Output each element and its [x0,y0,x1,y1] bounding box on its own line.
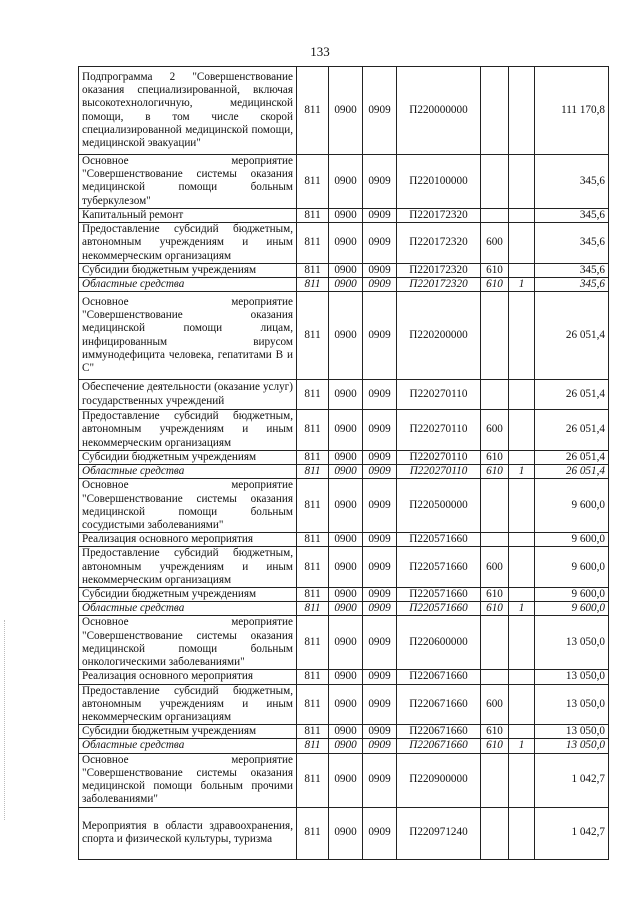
row-section: 0900 [329,807,363,859]
table-row [79,263,609,277]
row-subsection: 0909 [363,602,397,616]
row-amount: 13 050,0 [535,616,609,670]
row-source: 1 [509,739,535,753]
table-row [79,670,609,684]
row-grbs: 811 [297,67,329,155]
row-target-article: П220571660 [397,547,481,588]
row-expense-type [481,208,509,222]
row-name: Подпрограмма 2 "Совершенствование оказания специализированной, включая высокотехнологичную, медицинской помощи, в том числе скорой специализированной медицинской помощи, медицинской эвакуации" [79,67,297,155]
row-amount: 13 050,0 [535,725,609,739]
row-grbs: 811 [297,465,329,479]
row-target-article: П220270110 [397,410,481,451]
row-amount: 345,6 [535,277,609,291]
table-row [79,616,609,670]
row-expense-type [481,533,509,547]
row-target-article: П220172320 [397,208,481,222]
row-subsection: 0909 [363,410,397,451]
row-grbs: 811 [297,807,329,859]
row-target-article: П220270110 [397,450,481,464]
table-row [79,450,609,464]
row-grbs: 811 [297,547,329,588]
row-name: Реализация основного мероприятия [79,533,297,547]
row-target-article: П220500000 [397,479,481,533]
row-name: Субсидии бюджетным учреждениям [79,450,297,464]
page-number: 133 [310,44,330,59]
row-expense-type: 610 [481,588,509,602]
row-name: Капитальный ремонт [79,208,297,222]
row-section: 0900 [329,684,363,725]
row-grbs: 811 [297,725,329,739]
row-name: Основное мероприятие "Совершенствование системы оказания медицинской помощи больным туберкулезом" [79,155,297,209]
row-source [509,67,535,155]
row-subsection: 0909 [363,588,397,602]
margin-mark [4,620,7,820]
row-name: Предоставление субсидий бюджетным, автономным учреждениям и иным некоммерческим организациям [79,684,297,725]
row-source [509,223,535,264]
row-expense-type: 610 [481,739,509,753]
row-expense-type: 610 [481,602,509,616]
table-row [79,588,609,602]
row-amount: 26 051,4 [535,380,609,410]
row-source [509,263,535,277]
row-amount: 1 042,7 [535,753,609,807]
row-source [509,807,535,859]
table-row [79,479,609,533]
row-section: 0900 [329,725,363,739]
row-amount: 13 050,0 [535,670,609,684]
row-name: Областные средства [79,602,297,616]
row-target-article: П220200000 [397,292,481,380]
row-grbs: 811 [297,602,329,616]
row-name: Основное мероприятие "Совершенствование оказания медицинской помощи лицам, инфицированным вирусом иммунодефицита человека, гепатитами В и С" [79,292,297,380]
row-expense-type: 610 [481,725,509,739]
row-expense-type: 600 [481,547,509,588]
row-subsection: 0909 [363,807,397,859]
row-expense-type [481,292,509,380]
table-row [79,292,609,380]
table-row [79,547,609,588]
table-row [79,533,609,547]
row-target-article: П220172320 [397,277,481,291]
row-amount: 26 051,4 [535,410,609,451]
row-source [509,616,535,670]
row-section: 0900 [329,223,363,264]
row-source [509,725,535,739]
row-name: Областные средства [79,277,297,291]
table-row [79,380,609,410]
row-expense-type [481,479,509,533]
row-source [509,450,535,464]
row-grbs: 811 [297,450,329,464]
row-source [509,547,535,588]
row-expense-type: 610 [481,450,509,464]
table-row [79,208,609,222]
row-amount: 345,6 [535,208,609,222]
row-source [509,208,535,222]
row-source [509,155,535,209]
row-amount: 26 051,4 [535,450,609,464]
row-amount: 9 600,0 [535,547,609,588]
row-source [509,588,535,602]
row-target-article: П220671660 [397,725,481,739]
row-amount: 345,6 [535,223,609,264]
row-source [509,292,535,380]
row-source [509,533,535,547]
row-amount: 9 600,0 [535,533,609,547]
row-expense-type: 610 [481,465,509,479]
row-expense-type: 600 [481,223,509,264]
table-row [79,155,609,209]
row-section: 0900 [329,588,363,602]
row-name: Основное мероприятие "Совершенствование системы оказания медицинской помощи больным онкологическими заболеваниями" [79,616,297,670]
table-row [79,753,609,807]
row-amount: 9 600,0 [535,479,609,533]
row-grbs: 811 [297,292,329,380]
row-section: 0900 [329,616,363,670]
row-name: Областные средства [79,465,297,479]
row-expense-type: 600 [481,684,509,725]
row-target-article: П220900000 [397,753,481,807]
row-target-article: П220571660 [397,602,481,616]
row-expense-type: 610 [481,263,509,277]
row-source [509,410,535,451]
table-row [79,725,609,739]
row-source [509,684,535,725]
table-row [79,223,609,264]
row-target-article: П220671660 [397,739,481,753]
table-row [79,67,609,155]
row-source: 1 [509,602,535,616]
row-amount: 345,6 [535,155,609,209]
row-section: 0900 [329,602,363,616]
row-target-article: П220671660 [397,684,481,725]
row-amount: 9 600,0 [535,602,609,616]
row-subsection: 0909 [363,277,397,291]
table-row [79,807,609,859]
row-grbs: 811 [297,670,329,684]
row-amount: 9 600,0 [535,588,609,602]
row-amount: 1 042,7 [535,807,609,859]
row-section: 0900 [329,533,363,547]
row-section: 0900 [329,670,363,684]
row-subsection: 0909 [363,739,397,753]
row-source [509,380,535,410]
row-grbs: 811 [297,380,329,410]
row-grbs: 811 [297,739,329,753]
row-target-article: П220571660 [397,533,481,547]
row-grbs: 811 [297,277,329,291]
row-grbs: 811 [297,479,329,533]
row-section: 0900 [329,67,363,155]
row-name: Предоставление субсидий бюджетным, автономным учреждениям и иным некоммерческим организациям [79,547,297,588]
table-row [79,602,609,616]
row-subsection: 0909 [363,725,397,739]
row-target-article: П220571660 [397,588,481,602]
row-target-article: П220172320 [397,263,481,277]
row-grbs: 811 [297,753,329,807]
row-target-article: П220172320 [397,223,481,264]
row-amount: 26 051,4 [535,292,609,380]
row-name: Обеспечение деятельности (оказание услуг) государственных учреждений [79,380,297,410]
row-section: 0900 [329,479,363,533]
row-grbs: 811 [297,684,329,725]
row-amount: 26 051,4 [535,465,609,479]
row-section: 0900 [329,380,363,410]
row-amount: 111 170,8 [535,67,609,155]
row-expense-type [481,807,509,859]
row-subsection: 0909 [363,479,397,533]
row-target-article: П220971240 [397,807,481,859]
row-section: 0900 [329,547,363,588]
row-subsection: 0909 [363,223,397,264]
row-expense-type [481,67,509,155]
row-name: Субсидии бюджетным учреждениям [79,588,297,602]
row-grbs: 811 [297,410,329,451]
table-row [79,465,609,479]
row-subsection: 0909 [363,533,397,547]
row-section: 0900 [329,450,363,464]
row-expense-type [481,753,509,807]
row-subsection: 0909 [363,450,397,464]
row-expense-type [481,670,509,684]
row-expense-type: 610 [481,277,509,291]
row-name: Основное мероприятие "Совершенствование системы оказания медицинской помощи больным сосудистыми заболеваниями" [79,479,297,533]
row-section: 0900 [329,292,363,380]
row-subsection: 0909 [363,465,397,479]
row-subsection: 0909 [363,547,397,588]
row-amount: 13 050,0 [535,684,609,725]
table-row [79,277,609,291]
row-grbs: 811 [297,588,329,602]
row-name: Мероприятия в области здравоохранения, спорта и физической культуры, туризма [79,807,297,859]
row-target-article: П220000000 [397,67,481,155]
row-target-article: П220270110 [397,380,481,410]
row-grbs: 811 [297,533,329,547]
row-name: Предоставление субсидий бюджетным, автономным учреждениям и иным некоммерческим организациям [79,410,297,451]
row-grbs: 811 [297,155,329,209]
row-name: Реализация основного мероприятия [79,670,297,684]
row-target-article: П220600000 [397,616,481,670]
row-subsection: 0909 [363,380,397,410]
table-row [79,684,609,725]
row-section: 0900 [329,753,363,807]
row-subsection: 0909 [363,155,397,209]
row-subsection: 0909 [363,684,397,725]
row-section: 0900 [329,465,363,479]
row-section: 0900 [329,739,363,753]
row-subsection: 0909 [363,670,397,684]
row-subsection: 0909 [363,208,397,222]
row-source [509,753,535,807]
budget-table [78,66,609,860]
row-target-article: П220100000 [397,155,481,209]
row-expense-type: 600 [481,410,509,451]
table-row [79,739,609,753]
row-source [509,479,535,533]
row-section: 0900 [329,208,363,222]
row-grbs: 811 [297,263,329,277]
row-expense-type [481,380,509,410]
row-source: 1 [509,465,535,479]
row-section: 0900 [329,277,363,291]
row-subsection: 0909 [363,616,397,670]
row-source [509,670,535,684]
row-amount: 345,6 [535,263,609,277]
row-name: Субсидии бюджетным учреждениям [79,263,297,277]
row-subsection: 0909 [363,292,397,380]
row-grbs: 811 [297,616,329,670]
row-subsection: 0909 [363,263,397,277]
row-section: 0900 [329,155,363,209]
row-name: Областные средства [79,739,297,753]
row-subsection: 0909 [363,753,397,807]
row-source: 1 [509,277,535,291]
row-subsection: 0909 [363,67,397,155]
row-name: Предоставление субсидий бюджетным, автономным учреждениям и иным некоммерческим организациям [79,223,297,264]
row-expense-type [481,155,509,209]
row-target-article: П220671660 [397,670,481,684]
row-grbs: 811 [297,223,329,264]
row-expense-type [481,616,509,670]
row-amount: 13 050,0 [535,739,609,753]
row-section: 0900 [329,410,363,451]
row-grbs: 811 [297,208,329,222]
row-name: Основное мероприятие "Совершенствование системы оказания медицинской помощи больным прочими заболеваниями" [79,753,297,807]
table-row [79,410,609,451]
row-name: Субсидии бюджетным учреждениям [79,725,297,739]
row-target-article: П220270110 [397,465,481,479]
row-section: 0900 [329,263,363,277]
